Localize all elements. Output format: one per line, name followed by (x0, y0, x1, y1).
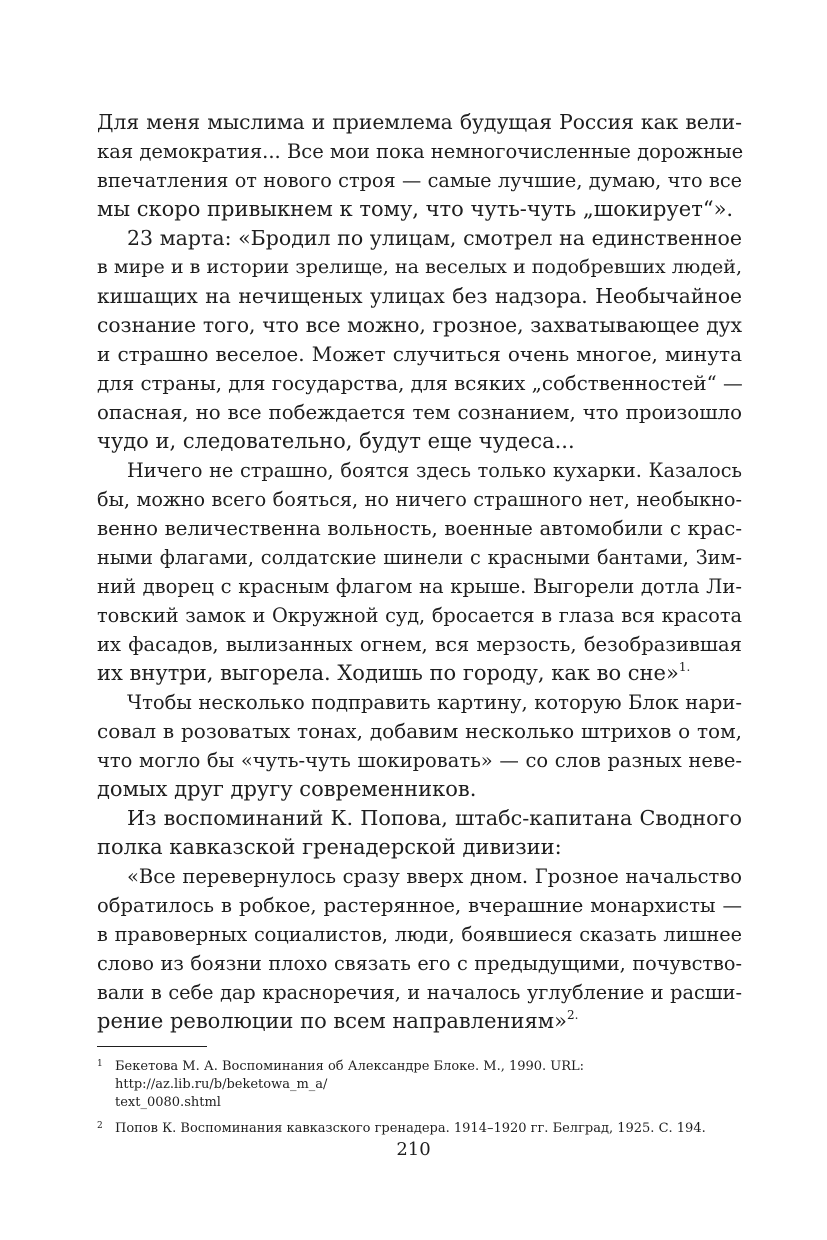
text-line: опасная, но все побеждается тем сознанием, что произошло (97, 401, 742, 424)
text-line: Ничего не страшно, боятся здесь только кухарки. Казалось (127, 459, 742, 482)
text-line: кишащих на нечищеных улицах без надзора. Необычайное (97, 284, 742, 308)
text-line: их фасадов, вылизанных огнем, вся мерзость, безобразившая (97, 633, 742, 656)
text-line: 23 марта: «Бродил по улицам, смотрел на единственное (127, 226, 742, 250)
text-line: товский замок и Окружной суд, бросается в глаза вся красота (97, 604, 742, 627)
footnote-line: Попов К. Воспоминания кавказского гренадера. 1914–1920 гг. Белград, 1925. С. 194. (115, 1121, 706, 1136)
footnotes (97, 1058, 742, 1138)
text-line: Чтобы несколько подправить картину, которую Блок нари- (127, 691, 742, 714)
footnote-line: Бекетова М. А. Воспоминания об Александре Блоке. М., 1990. URL: http://az.lib.ru/b/beketowa_m_a/ (115, 1059, 585, 1092)
text-line: полка кавказской гренадерской дивизии: (97, 835, 562, 859)
text-line: венно величественна вольность, военные автомобили с крас- (97, 517, 742, 540)
text-line: совал в розоватых тонах, добавим несколько штрихов о том, (97, 719, 742, 743)
footnote-divider (97, 1046, 207, 1047)
text-line: слово из боязни плохо связать его с предыдущими, почувство- (97, 952, 742, 975)
footnote-line: text_0080.shtml (115, 1095, 221, 1110)
text-line: сознание того, что все можно, грозное, захватывающее дух (97, 313, 742, 337)
text-line: в правоверных социалистов, люди, боявшиеся сказать лишнее (97, 923, 742, 946)
text-line: ний дворец с красным флагом на крыше. Выгорели дотла Ли- (97, 575, 742, 598)
text-line: и страшно веселое. Может случиться очень многое, минута (97, 342, 742, 366)
text-line: Для меня мыслима и приемлема будущая Россия как вели- (97, 110, 742, 134)
footnote-ref-2: 2. (566, 1008, 579, 1022)
text-line: ными флагами, солдатские шинели с красными бантами, Зим- (97, 546, 742, 569)
text-line: «Все перевернулось сразу вверх дном. Грозное начальство (127, 865, 742, 888)
text-line-content: их внутри, выгорела. Ходишь по городу, как во сне» (97, 661, 679, 685)
footnote-1 (97, 1058, 742, 1112)
text-line: для страны, для государства, для всяких „собственностей“ — (97, 372, 743, 395)
text-line: впечатления от нового строя — самые лучшие, думаю, что все (97, 169, 742, 192)
footnote-2 (97, 1120, 742, 1138)
text-line: Из воспоминаний К. Попова, штабс-капитана Сводного (127, 806, 742, 830)
text-line: домых друг другу современников. (97, 777, 477, 801)
text-line: что могло бы «чуть-чуть шокировать» — со слов разных неве- (97, 749, 742, 772)
page-number: 210 (396, 1139, 431, 1160)
footnote-number: 1 (97, 1059, 103, 1069)
text-line-content: рение революции по всем направлениям» (97, 1009, 567, 1033)
text-line: в мире и в истории зрелище, на веселых и подобревших людей, (97, 256, 742, 278)
footnote-number: 2 (97, 1121, 103, 1131)
text-line: кая демократия... Все мои пока немногочисленные дорожные (97, 140, 744, 163)
text-line: обратилось в робкое, растерянное, вчерашние монархисты — (97, 894, 742, 917)
main-text (97, 108, 742, 1036)
footnote-ref-1: 1. (678, 660, 691, 674)
text-line-with-ref (97, 659, 742, 688)
text-line: бы, можно всего бояться, но ничего страшного нет, необыкно- (97, 488, 742, 511)
text-line: чудо и, следовательно, будут еще чудеса... (97, 429, 575, 453)
text-line: вали в себе дар красноречия, и началось углубление и расши- (97, 981, 742, 1004)
text-line: мы скоро привыкнем к тому, что чуть-чуть „шокирует“». (97, 197, 734, 221)
text-line-with-ref (97, 1007, 742, 1036)
